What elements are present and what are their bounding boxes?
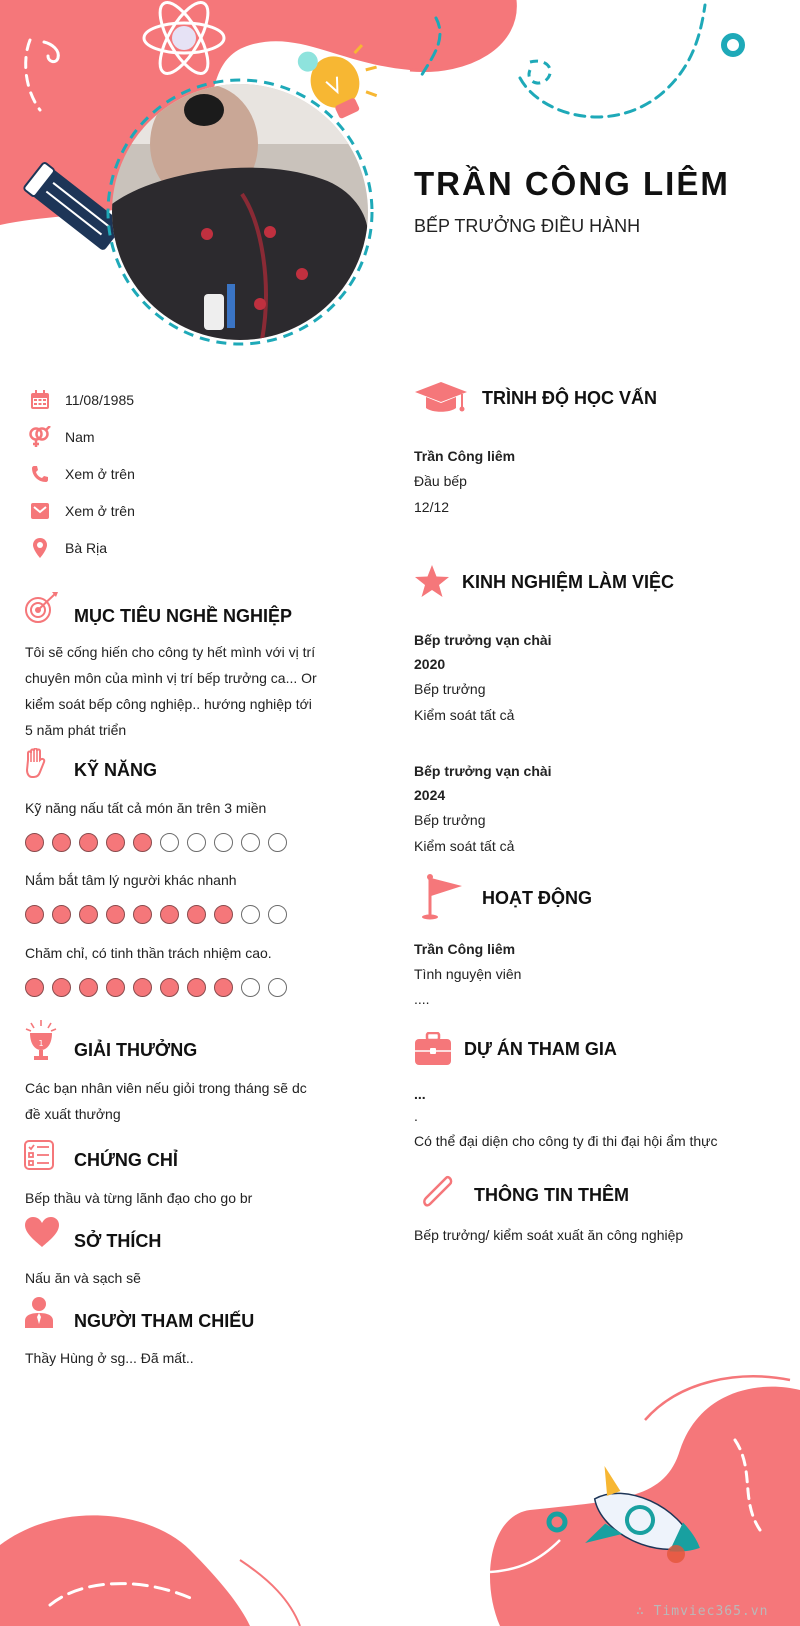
- rating-dot-filled: [25, 833, 44, 852]
- objective-title: MỤC TIÊU NGHỀ NGHIỆP: [74, 606, 293, 626]
- star-icon: [414, 564, 450, 603]
- teal-ring: [724, 36, 742, 54]
- info-gender: [26, 423, 95, 451]
- objective-text: [25, 639, 318, 743]
- education-school: Trần Công liêm: [414, 448, 516, 464]
- experience-year: 2024: [414, 787, 446, 803]
- rating-dot-empty: [241, 905, 260, 924]
- projects-role: .: [414, 1108, 418, 1124]
- rating-dot-empty: [268, 833, 287, 852]
- activities-org: Trần Công liêm: [414, 941, 516, 957]
- rating-dot-empty: [187, 833, 206, 852]
- skill-name: Nắm bắt tâm lý người khác nhanh: [25, 872, 237, 888]
- experience-title: KINH NGHIỆM LÀM VIỆC: [462, 572, 675, 592]
- activities-role: Tình nguyện viên: [414, 966, 522, 982]
- rating-dot-filled: [106, 833, 125, 852]
- objective-line: chuyên môn của mình vị trí bếp trưởng ca... Or: [25, 670, 317, 686]
- experience-company: Bếp trưởng vạn chài: [414, 632, 552, 648]
- skill-rating: [25, 905, 287, 924]
- dob-text: 11/08/1985: [65, 392, 135, 408]
- flag-icon: [422, 874, 466, 925]
- hobbies-text: Nấu ăn và sạch sẽ: [25, 1270, 141, 1286]
- svg-text:1: 1: [38, 1039, 44, 1048]
- gender-text: Nam: [65, 429, 95, 445]
- rating-dot-empty: [268, 905, 287, 924]
- rating-dot-filled: [133, 905, 152, 924]
- rating-dot-filled: [214, 978, 233, 997]
- bottom-left-blob: [0, 1515, 250, 1626]
- projects-title: DỰ ÁN THAM GIA: [464, 1039, 617, 1059]
- rating-dot-filled: [160, 905, 179, 924]
- graduation-cap-icon: [414, 380, 468, 419]
- rating-dot-filled: [52, 978, 71, 997]
- phone-text: Xem ở trên: [65, 466, 135, 482]
- experience-desc: Kiểm soát tất cả: [414, 838, 515, 854]
- rating-dot-empty: [241, 833, 260, 852]
- info-dob: [26, 386, 134, 414]
- candidate-name: TRẦN CÔNG LIÊM: [414, 165, 730, 202]
- awards-title: GIẢI THƯỞNG: [74, 1040, 198, 1060]
- rating-dot-filled: [25, 905, 44, 924]
- rating-dot-filled: [52, 833, 71, 852]
- paperclip-icon: [418, 1172, 458, 1217]
- skill-rating: [25, 978, 287, 997]
- rating-dot-filled: [106, 978, 125, 997]
- info-address: [26, 534, 107, 562]
- certificates-text: Bếp thầu và từng lãnh đạo cho go br: [25, 1190, 253, 1206]
- skill-name: Kỹ năng nấu tất cả món ăn trên 3 miền: [25, 800, 267, 816]
- person-icon: [24, 1296, 54, 1333]
- rating-dot-filled: [52, 905, 71, 924]
- rating-dot-filled: [160, 978, 179, 997]
- projects-name: ...: [414, 1086, 426, 1102]
- objective-line: 5 năm phát triển: [25, 722, 127, 738]
- rating-dot-empty: [241, 978, 260, 997]
- objective-line: kiểm soát bếp công nghiệp.. hướng nghiệp tới: [25, 696, 312, 712]
- experience-desc: Kiểm soát tất cả: [414, 707, 515, 723]
- skill-rating: [25, 833, 287, 852]
- projects-desc: Có thể đại diện cho công ty đi thi đại hội ẩm thực: [414, 1133, 718, 1149]
- info-email: [26, 497, 135, 525]
- education-title: TRÌNH ĐỘ HỌC VẤN: [482, 388, 657, 408]
- awards-line: Các bạn nhân viên nếu giỏi trong tháng sẽ dc: [25, 1080, 307, 1096]
- watermark: ∴ Timviec365.vn: [636, 1604, 769, 1619]
- skills-title: KỸ NĂNG: [74, 760, 158, 780]
- rating-dot-filled: [133, 978, 152, 997]
- briefcase-icon: [414, 1032, 452, 1071]
- rating-dot-filled: [106, 905, 125, 924]
- additional-text: Bếp trưởng/ kiểm soát xuất ăn công nghiệp: [414, 1227, 684, 1243]
- experience-role: Bếp trưởng: [414, 681, 486, 697]
- hand-icon: [24, 748, 48, 783]
- education-major: Đầu bếp: [414, 473, 467, 489]
- email-text: Xem ở trên: [65, 503, 135, 519]
- info-phone: [26, 460, 135, 488]
- profile-photo: [112, 84, 368, 340]
- hobbies-title: SỞ THÍCH: [74, 1231, 162, 1251]
- activities-title: HOẠT ĐỘNG: [482, 888, 592, 908]
- email-icon: [26, 499, 54, 523]
- phone-icon: [26, 462, 54, 486]
- experience-year: 2020: [414, 656, 446, 672]
- candidate-position: BẾP TRƯỞNG ĐIỀU HÀNH: [414, 216, 641, 236]
- rating-dot-empty: [160, 833, 179, 852]
- rating-dot-empty: [268, 978, 287, 997]
- rating-dot-empty: [214, 833, 233, 852]
- trophy-icon: [24, 1020, 58, 1067]
- skill-name: Chăm chỉ, có tinh thần trách nhiệm cao.: [25, 945, 272, 961]
- rating-dot-filled: [187, 978, 206, 997]
- objective-line: Tôi sẽ cống hiến cho công ty hết mình với vị trí: [25, 644, 316, 660]
- location-pin-icon: [26, 536, 54, 560]
- rating-dot-filled: [79, 905, 98, 924]
- calendar-icon: [26, 388, 54, 412]
- rating-dot-filled: [133, 833, 152, 852]
- rating-dot-filled: [79, 833, 98, 852]
- target-icon: [24, 590, 60, 629]
- education-period: 12/12: [414, 499, 450, 515]
- awards-line: đề xuất thưởng: [25, 1106, 121, 1122]
- heart-icon: [24, 1216, 60, 1253]
- rating-dot-filled: [214, 905, 233, 924]
- checklist-icon: [24, 1140, 54, 1175]
- references-text: Thầy Hùng ở sg... Đã mất..: [25, 1350, 194, 1366]
- gender-icon: [26, 425, 54, 449]
- address-text: Bà Rịa: [65, 540, 108, 556]
- certificates-title: CHỨNG CHỈ: [74, 1150, 178, 1170]
- rating-dot-filled: [79, 978, 98, 997]
- rating-dot-filled: [25, 978, 44, 997]
- rating-dot-filled: [187, 905, 206, 924]
- experience-role: Bếp trưởng: [414, 812, 486, 828]
- awards-text: [25, 1075, 318, 1127]
- activities-desc: ....: [414, 991, 430, 1007]
- references-title: NGƯỜI THAM CHIẾU: [74, 1311, 255, 1331]
- experience-company: Bếp trưởng vạn chài: [414, 763, 552, 779]
- additional-title: THÔNG TIN THÊM: [474, 1185, 629, 1205]
